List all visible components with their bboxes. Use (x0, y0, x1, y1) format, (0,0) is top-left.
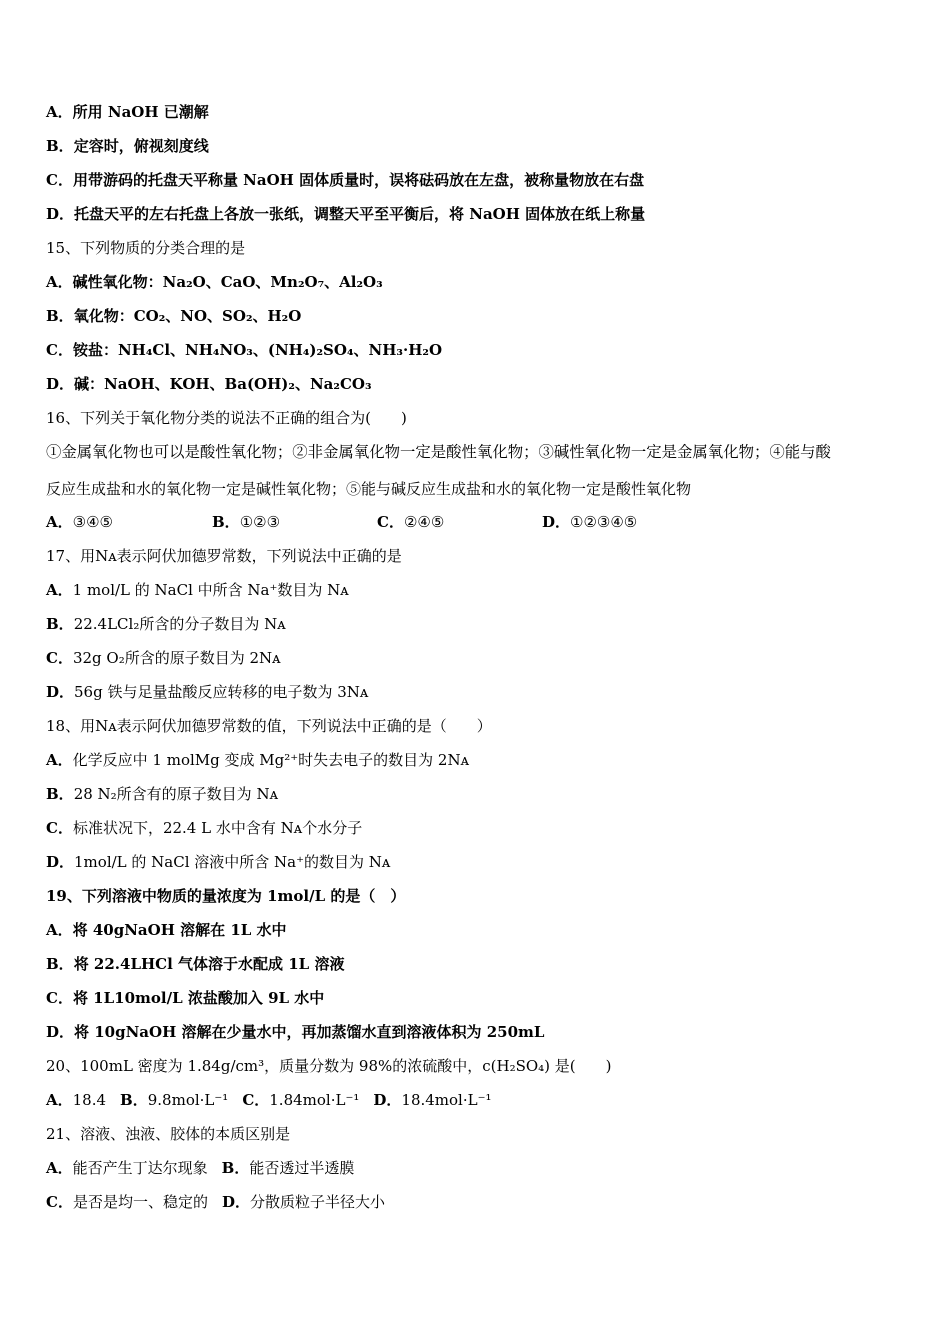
q14-option-c (46, 170, 644, 190)
option-label: D． (373, 1091, 402, 1109)
q17-option-c (46, 648, 281, 668)
q18-stem: 18、用Nᴀ表示阿伏加德罗常数的值，下列说法中正确的是（ ） (46, 717, 492, 735)
q18-option-c (46, 818, 362, 838)
option-text: 18.4 (72, 1091, 107, 1109)
option-label: A． (46, 103, 73, 121)
q19-option-a (46, 920, 287, 940)
option-label: B． (46, 785, 74, 803)
option-text: 用带游码的托盘天平称量 NaOH 固体质量时，误将砝码放在左盘，被称量物放在右盘 (72, 171, 645, 189)
option-text: 1mol/L 的 NaCl 溶液中所含 Na⁺的数目为 Nᴀ (74, 853, 391, 871)
option-text: 18.4mol·L⁻¹ (401, 1091, 492, 1109)
option-label: A． (46, 1159, 73, 1177)
option-text: ①②③ (239, 513, 281, 531)
option-label: D． (542, 513, 571, 531)
option-label: C． (46, 341, 73, 359)
option-label: C． (46, 819, 73, 837)
q16-body-line1: ①金属氧化物也可以是酸性氧化物；②非金属氧化物一定是酸性氧化物；③碱性氧化物一定是金属氧化物；④能与酸 (46, 443, 831, 461)
option-text: 32g O₂所含的原子数目为 2Nᴀ (72, 649, 281, 667)
option-label: B． (46, 955, 74, 973)
option-text: ①②③④⑤ (570, 513, 638, 531)
q20-stem: 20、100mL 密度为 1.84g/cm³，质量分数为 98%的浓硫酸中，c(H₂SO₄) 是( ) (46, 1057, 612, 1075)
option-text: 化学反应中 1 molMg 变成 Mg²⁺时失去电子的数目为 2Nᴀ (72, 751, 470, 769)
option-text: 将 40gNaOH 溶解在 1L 水中 (72, 921, 287, 939)
option-label: D． (46, 375, 75, 393)
q18-option-b (46, 784, 278, 804)
q17-stem: 17、用Nᴀ表示阿伏加德罗常数，下列说法中正确的是 (46, 547, 402, 565)
option-label: B． (46, 615, 74, 633)
q16-option-d (542, 512, 637, 532)
option-label: A． (46, 273, 73, 291)
q14-option-a (46, 102, 209, 122)
option-label: B． (212, 513, 240, 531)
option-text: ③④⑤ (72, 513, 113, 531)
option-text: 碱：NaOH、KOH、Ba(OH)₂、Na₂CO₃ (74, 375, 372, 393)
q21-stem: 21、溶液、浊液、胶体的本质区别是 (46, 1125, 291, 1143)
q16-body-line2: 反应生成盐和水的氧化物一定是碱性氧化物；⑤能与碱反应生成盐和水的氧化物一定是酸性氧化物 (46, 480, 692, 498)
q19-stem: 19、下列溶液中物质的量浓度为 1mol/L 的是（ ） (46, 887, 406, 905)
option-label: D． (46, 205, 75, 223)
option-text: 能否产生丁达尔现象 (72, 1159, 208, 1177)
option-label: C． (46, 649, 73, 667)
option-label: C． (242, 1091, 270, 1109)
q20-options-row (46, 1090, 492, 1110)
q15-option-b (46, 306, 301, 326)
option-text: 28 N₂所含有的原子数目为 Nᴀ (73, 785, 279, 803)
option-label: B． (46, 137, 74, 155)
option-text: 铵盐：NH₄Cl、NH₄NO₃、(NH₄)₂SO₄、NH₃·H₂O (72, 341, 443, 359)
option-label: B． (120, 1091, 148, 1109)
option-text: 定容时，俯视刻度线 (73, 137, 209, 155)
option-text: 能否透过半透膜 (249, 1159, 355, 1177)
option-label: D． (46, 853, 75, 871)
q21-options-row2 (46, 1192, 385, 1212)
q16-stem: 16、下列关于氧化物分类的说法不正确的组合为( ) (46, 409, 407, 427)
option-text: 56g 铁与足量盐酸反应转移的电子数为 3Nᴀ (74, 683, 369, 701)
option-text: 氧化物：CO₂、NO、SO₂、H₂O (73, 307, 302, 325)
option-text: 9.8mol·L⁻¹ (147, 1091, 229, 1109)
option-label: C． (377, 513, 404, 531)
option-text: 将 1L10mol/L 浓盐酸加入 9L 水中 (72, 989, 325, 1007)
option-text: 分散质粒子半径大小 (249, 1193, 385, 1211)
option-label: C． (46, 1193, 73, 1211)
q15-stem: 15、下列物质的分类合理的是 (46, 239, 246, 257)
q19-option-d (46, 1022, 544, 1042)
q17-option-b (46, 614, 286, 634)
option-text: 1.84mol·L⁻¹ (269, 1091, 360, 1109)
q19-option-c (46, 988, 324, 1008)
q16-option-a (46, 512, 113, 532)
option-label: A． (46, 921, 73, 939)
q19-option-b (46, 954, 344, 974)
option-label: C． (46, 989, 73, 1007)
option-text: 碱性氧化物：Na₂O、CaO、Mn₂O₇、Al₂O₃ (72, 273, 383, 291)
q17-option-a (46, 580, 349, 600)
option-label: C． (46, 171, 73, 189)
option-text: 22.4LCl₂所含的分子数目为 Nᴀ (73, 615, 286, 633)
option-label: A． (46, 581, 73, 599)
q16-option-b (212, 512, 280, 532)
option-text: 标准状况下，22.4 L 水中含有 Nᴀ个水分子 (72, 819, 363, 837)
q16-option-c (377, 512, 444, 532)
option-label: D． (46, 1023, 75, 1041)
q15-option-c (46, 340, 442, 360)
q15-option-a (46, 272, 383, 292)
q21-options-row1 (46, 1158, 354, 1178)
option-label: D． (46, 683, 75, 701)
option-text: ②④⑤ (403, 513, 445, 531)
q14-option-b (46, 136, 209, 156)
option-text: 1 mol/L 的 NaCl 中所含 Na⁺数目为 Nᴀ (72, 581, 349, 599)
option-label: B． (221, 1159, 250, 1177)
option-label: A． (46, 751, 73, 769)
q17-option-d (46, 682, 368, 702)
option-label: A． (46, 513, 73, 531)
option-label: B． (46, 307, 74, 325)
q18-option-a (46, 750, 469, 770)
q15-option-d (46, 374, 372, 394)
option-label: D． (221, 1193, 250, 1211)
q18-option-d (46, 852, 390, 872)
option-text: 将 10gNaOH 溶解在少量水中，再加蒸馏水直到溶液体积为 250mL (74, 1023, 545, 1041)
option-text: 是否是均一、稳定的 (72, 1193, 208, 1211)
option-label: A． (46, 1091, 73, 1109)
option-text: 托盘天平的左右托盘上各放一张纸，调整天平至平衡后，将 NaOH 固体放在纸上称量 (74, 205, 646, 223)
option-text: 所用 NaOH 已潮解 (72, 103, 209, 121)
q14-option-d (46, 204, 645, 224)
option-text: 将 22.4LHCl 气体溶于水配成 1L 溶液 (73, 955, 345, 973)
